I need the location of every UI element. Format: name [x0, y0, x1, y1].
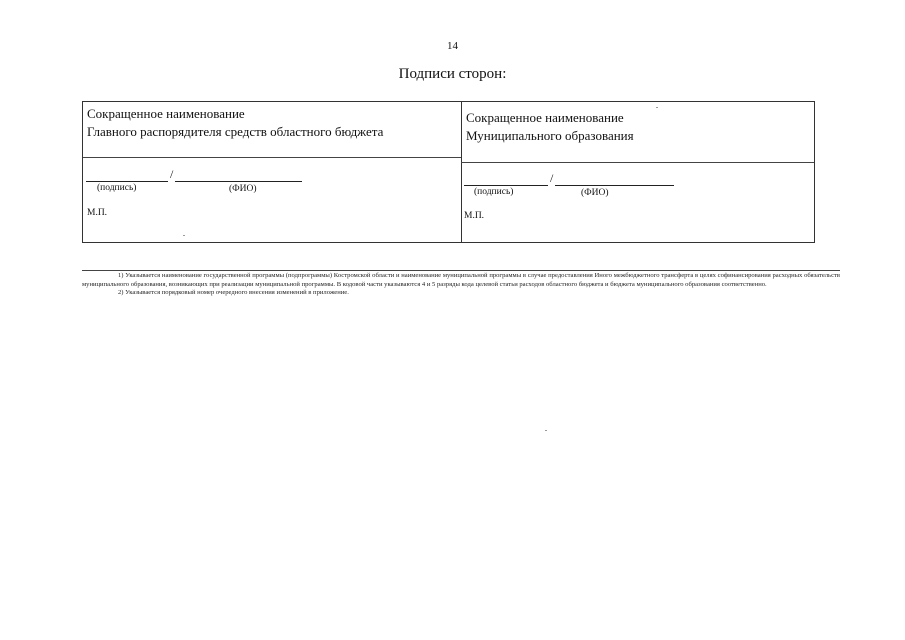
footnote-rule: [82, 270, 840, 271]
page-heading: Подписи сторон:: [398, 66, 507, 82]
right-party-title: [466, 109, 634, 145]
left-party-title: [87, 105, 383, 141]
right-cell-divider: [461, 162, 814, 163]
scan-speck: [656, 107, 658, 108]
right-name-line: [555, 185, 674, 186]
footnotes: [82, 272, 840, 298]
right-stamp-mark: М.П.: [464, 211, 485, 221]
right-party-title-line2: Муниципального образования: [466, 128, 634, 143]
column-divider: [461, 102, 462, 242]
left-signature-label: (подпись): [97, 183, 137, 193]
right-signature-label: (подпись): [474, 187, 514, 197]
left-cell-divider: [83, 157, 461, 158]
right-slash: /: [550, 171, 554, 185]
right-name-label: (ФИО): [581, 188, 609, 198]
page-number: 14: [447, 40, 458, 52]
left-name-label: (ФИО): [229, 184, 257, 194]
right-signature-line: [464, 185, 548, 186]
scan-speck: [183, 235, 185, 236]
left-stamp-mark: М.П.: [87, 208, 108, 218]
footnote-2: 2) Указывается порядковый номер очередного внесения изменений в приложение.: [118, 289, 349, 297]
scan-speck: [545, 430, 547, 431]
signature-table: [82, 101, 815, 243]
right-party-title-line1: Сокращенное наименование: [466, 110, 624, 125]
left-name-line: [175, 181, 302, 182]
left-party-title-line1: Сокращенное наименование: [87, 106, 245, 121]
left-slash: /: [170, 167, 174, 181]
footnote-1: 1) Указывается наименование государственной программы (подпрограммы) Костромской области и наименование муниципальной программы в случае предоставления Иного межбюджетного трансферта в целях софинансирования расходных обязательств муниципального образования, возникающих при реализации муниципальной программы. В кодовой части указываются 4 и 5 разряды кода целевой статьи расходов областного бюджета и бюджета муниципального образования соответственно.: [82, 272, 840, 288]
left-signature-line: [86, 181, 168, 182]
left-party-title-line2: Главного распорядителя средств областного бюджета: [87, 124, 384, 139]
